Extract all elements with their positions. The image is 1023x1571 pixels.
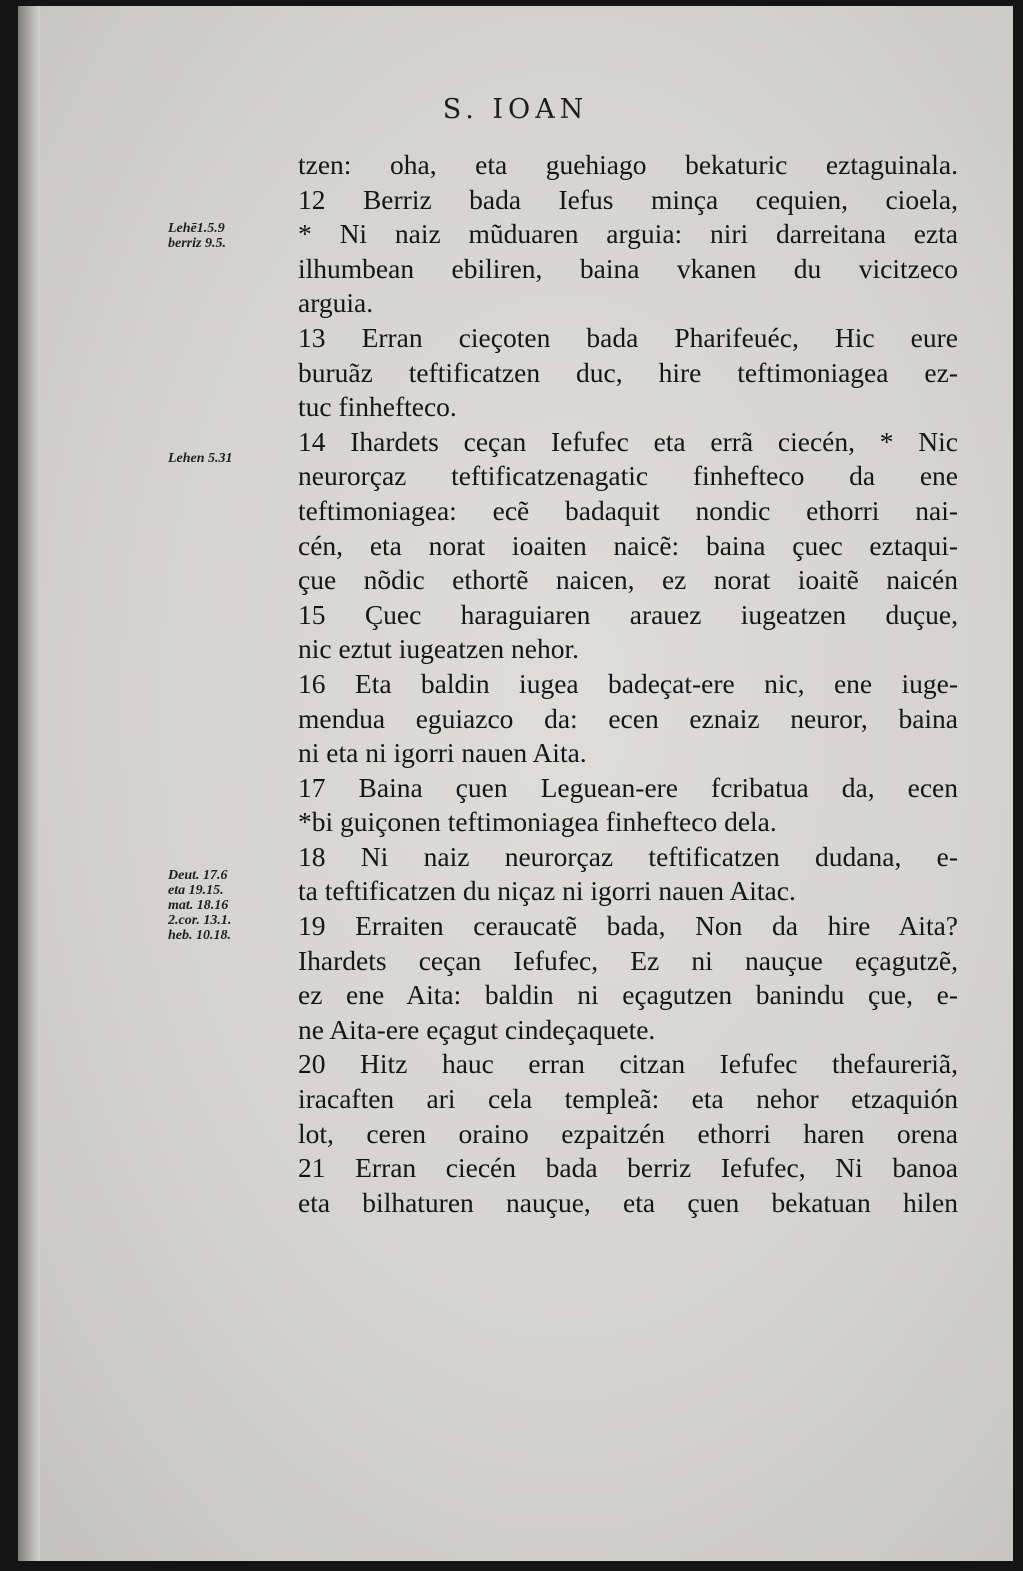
- text-line: ni eta ni igorri nauen Aita.: [298, 737, 587, 769]
- margin-note-3: [168, 868, 293, 943]
- text-line: 14 Ihardets ceçan Iefufec eta errã ciecén, * Nic: [298, 425, 958, 457]
- text-line: * Ni naiz mũduaren arguia: niri darreitana ezta: [298, 218, 958, 250]
- text-line: çue nõdic ethortẽ naicen, ez norat ioaitẽ naicén: [298, 564, 958, 596]
- text-line: *bi guiçonen teftimoniagea finhefteco dela.: [298, 806, 777, 838]
- text-line: 16 Eta baldin iugea badeçat-ere nic, ene iuge-: [298, 667, 958, 699]
- text-line: tzen: oha, eta guehiago bekaturic eztaguinala.: [298, 149, 958, 180]
- body-text: [298, 148, 958, 1220]
- book-page: [18, 6, 1013, 1561]
- margin-note-line: 2.cor. 13.1.: [168, 913, 232, 928]
- margin-note-line: mat. 18.16: [168, 898, 229, 913]
- text-line: tuc finhefteco.: [298, 391, 457, 423]
- text-line: 17 Baina çuen Leguean-ere fcribatua da, ecen: [298, 771, 958, 803]
- text-line: ne Aita-ere eçagut cindeçaquete.: [298, 1013, 656, 1045]
- text-line: 13 Erran cieçoten bada Pharifeuéc, Hic eure: [298, 321, 958, 353]
- text-line: buruãz teftificatzen duc, hire teftimoniagea ez-: [298, 356, 958, 388]
- page-binding-shadow: [18, 6, 40, 1561]
- margin-note-2: [168, 451, 293, 466]
- text-line: 21 Erran ciecén bada berriz Iefufec, Ni banoa: [298, 1152, 958, 1184]
- text-line: 15 Çuec haraguiaren arauez iugeatzen duçue,: [298, 598, 958, 630]
- text-line: nic eztut iugeatzen nehor.: [298, 633, 579, 665]
- margin-note-line: berriz 9.5.: [168, 236, 226, 251]
- text-line: lot, ceren oraino ezpaitzén ethorri haren orena: [298, 1117, 958, 1149]
- text-line: neurorçaz teftificatzenagatic finhefteco da ene: [298, 460, 958, 492]
- text-line: ilhumbean ebiliren, baina vkanen du vicitzeco: [298, 252, 958, 284]
- text-line: iracaften ari cela templeã: eta nehor etzaquión: [298, 1083, 958, 1115]
- margin-note-line: Deut. 17.6: [168, 868, 228, 883]
- text-line: Ihardets ceçan Iefufec, Ez ni nauçue eçagutzẽ,: [298, 944, 958, 976]
- text-line: 12 Berriz bada Iefus minça cequien, cioela,: [298, 183, 958, 215]
- text-line: 18 Ni naiz neurorçaz teftificatzen dudana, e-: [298, 840, 958, 872]
- margin-note-1: [168, 221, 293, 251]
- text-line: eta bilhaturen nauçue, eta çuen bekatuan hilen: [298, 1186, 958, 1218]
- text-line: teftimoniagea: ecẽ badaquit nondic ethorri nai-: [298, 494, 958, 526]
- running-head: S. IOAN: [442, 94, 589, 125]
- margin-note-line: Lehē1.5.9: [168, 221, 225, 236]
- text-line: 20 Hitz hauc erran citzan Iefufec thefaureriã,: [298, 1048, 958, 1080]
- text-line: arguia.: [298, 287, 374, 319]
- text-line: ez ene Aita: baldin ni eçagutzen banindu çue, e-: [298, 979, 958, 1011]
- margin-note-line: heb. 10.18.: [168, 928, 231, 943]
- margin-note-line: Lehen 5.31: [168, 451, 233, 466]
- text-line: 19 Erraiten ceraucatẽ bada, Non da hire Aita?: [298, 910, 958, 942]
- text-line: mendua eguiazco da: ecen eznaiz neuror, baina: [298, 702, 958, 734]
- text-line: ta teftificatzen du niçaz ni igorri nauen Aitac.: [298, 875, 796, 907]
- margin-note-line: eta 19.15.: [168, 883, 224, 898]
- text-line: cén, eta norat ioaiten naicẽ: baina çuec eztaqui-: [298, 529, 958, 561]
